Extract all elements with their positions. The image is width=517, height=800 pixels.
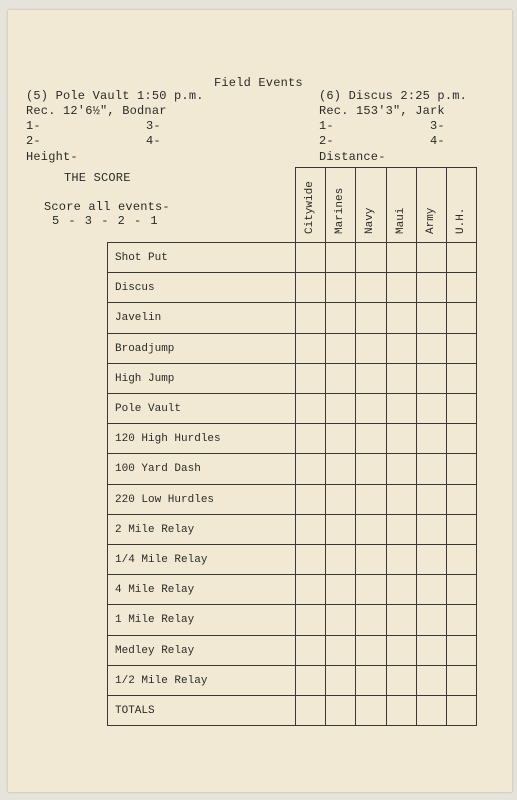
score-row-line [107,423,477,424]
team-column-line [476,167,477,725]
event6-place-3: 3- [430,119,445,133]
event-label: 1/2 Mile Relay [115,674,208,687]
event-label: TOTALS [115,705,155,717]
event5-place-2: 2- [26,134,41,148]
team-column-line [325,167,326,725]
score-row-line [107,514,477,515]
score-row-line [107,695,477,696]
score-row-line [107,453,477,454]
team-column-line [416,167,417,725]
score-row-line [107,333,477,334]
team-column-line [355,167,356,725]
event5-height: Height- [26,150,78,164]
team-header-marines: Marines [334,187,347,234]
team-header-navy: Navy [364,207,377,234]
event5-place-3: 3- [146,119,161,133]
event-label: 1 Mile Relay [115,614,195,627]
event-label: 120 High Hurdles [115,433,221,446]
event-label: Pole Vault [115,403,182,415]
score-points: 5 - 3 - 2 - 1 [52,214,159,228]
event-label: 100 Yard Dash [115,463,201,476]
team-column-line [446,167,447,725]
score-rule-label: Score all events- [44,200,170,214]
score-row-line [107,302,477,303]
team-header-citywide: Citywide [304,181,316,234]
event-label: Medley Relay [115,644,195,657]
event-label: 220 Low Hurdles [115,493,215,506]
team-header-maui: Maui [394,207,407,234]
event-label: Discus [115,282,155,295]
event-label: Broadjump [115,342,175,355]
score-row-line [107,665,477,666]
event6-place-2: 2- [319,134,334,148]
event-label: Shot Put [115,252,168,264]
event6-title: (6) Discus 2:25 p.m. [319,89,468,103]
field-events-title: Field Events [214,76,303,90]
score-row-line [107,484,477,485]
score-row-line [107,242,477,243]
team-header-u-h: U.H. [455,207,467,234]
score-row-line [107,725,477,726]
event6-record: Rec. 153'3", Jark [319,104,445,118]
team-column-line [386,167,387,725]
event-label: High Jump [115,372,175,385]
event6-place-1: 1- [319,119,334,133]
event5-place-1: 1- [26,119,41,133]
score-row-line [107,635,477,636]
score-row-line [107,574,477,575]
event-label: 1/4 Mile Relay [115,554,208,566]
program-page [8,10,512,792]
score-row-line [107,393,477,394]
event5-title: (5) Pole Vault 1:50 p.m. [26,89,204,103]
event6-distance: Distance- [319,150,386,164]
event-label: Javelin [115,312,162,325]
score-row-line [107,544,477,545]
team-header-army: Army [424,207,437,234]
event6-place-4: 4- [430,134,445,148]
score-heading: THE SCORE [64,171,131,185]
team-column-line [295,167,296,725]
event-label: 2 Mile Relay [115,523,195,536]
event5-record: Rec. 12'6½", Bodnar [26,104,167,118]
score-row-line [107,272,477,273]
score-row-line [107,604,477,605]
score-row-line [107,363,477,364]
event5-place-4: 4- [146,134,161,148]
event-label: 4 Mile Relay [115,584,195,597]
